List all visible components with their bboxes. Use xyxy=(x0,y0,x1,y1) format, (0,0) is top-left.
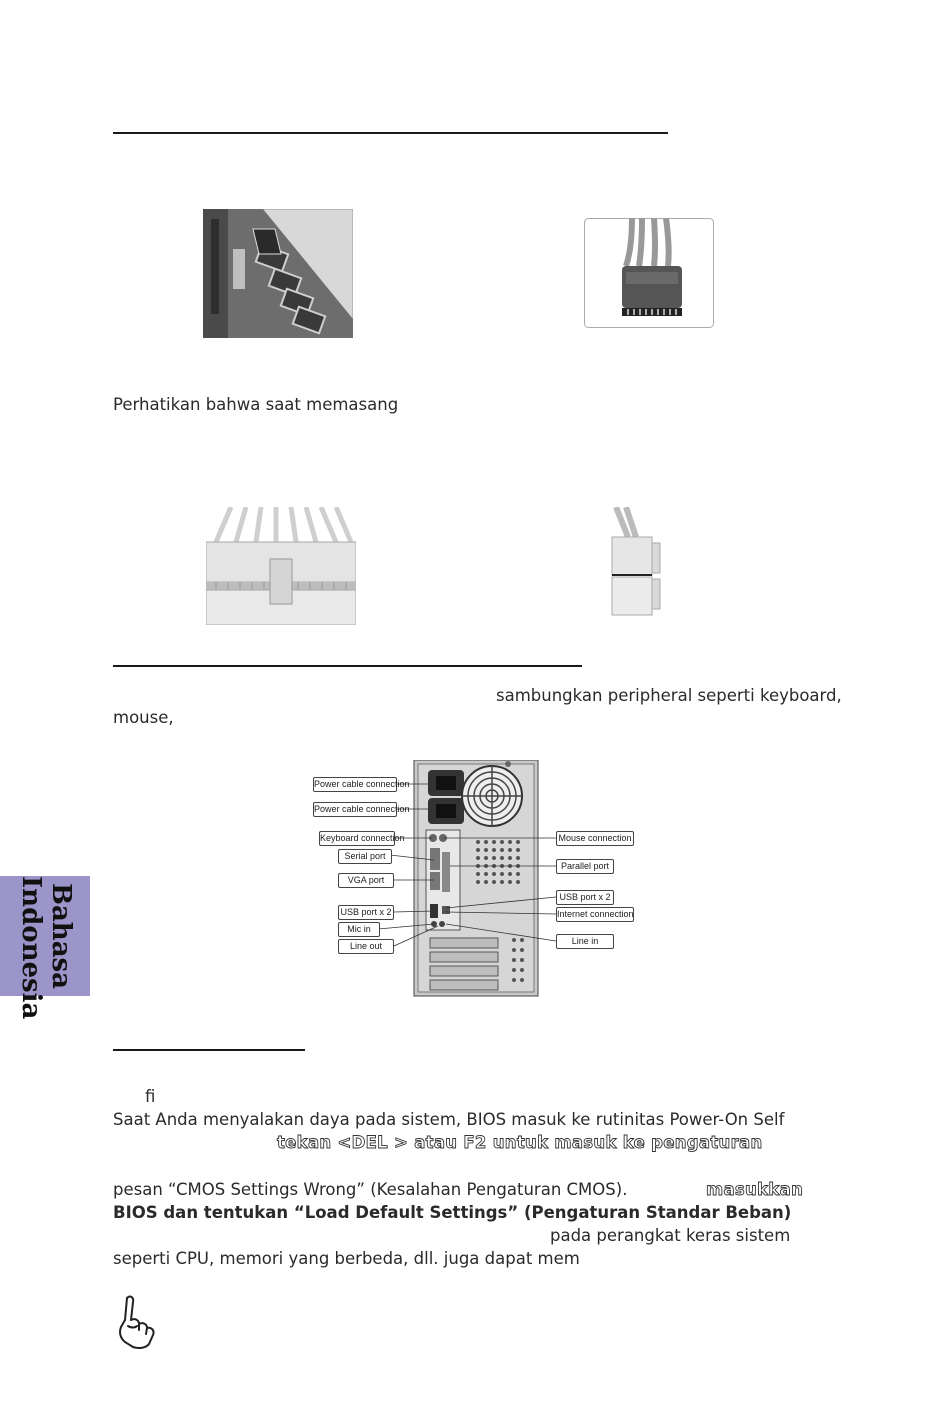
label-keyboard-connection: Keyboard connection xyxy=(319,831,395,846)
peripheral-text-line2: mouse, xyxy=(113,708,174,727)
atx-12v-connector-image xyxy=(606,507,662,617)
sata-motherboard-image xyxy=(203,209,353,338)
section-rule-sata xyxy=(113,132,668,134)
label-mouse-connection: Mouse connection xyxy=(556,831,634,846)
label-line-out: Line out xyxy=(338,939,394,954)
bios-text-line5: pada perangkat keras sistem xyxy=(550,1226,791,1245)
bios-text-line1: Saat Anda menyalakan daya pada sistem, BIOS masuk ke rutinitas Power-On Self xyxy=(113,1110,785,1129)
label-internet-connection: Internet connection xyxy=(556,907,634,922)
label-usb-port-left: USB port x 2 xyxy=(338,905,394,920)
label-power-cable-1: Power cable connection xyxy=(313,777,397,792)
sata-cable-image xyxy=(584,218,714,328)
pointing-hand-icon xyxy=(115,1294,159,1350)
bios-text-line3-bold: masukkan xyxy=(706,1180,804,1199)
bios-text-line2: tekan <DEL > atau F2 untuk masuk ke pengaturan xyxy=(277,1133,763,1152)
section-rule-peripheral xyxy=(113,665,582,667)
section-rule-bios xyxy=(113,1049,305,1051)
peripheral-text-line1: sambungkan peripheral seperti keyboard, xyxy=(496,686,842,705)
label-vga-port: VGA port xyxy=(338,873,394,888)
label-line-in: Line in xyxy=(556,934,614,949)
label-mic-in: Mic in xyxy=(338,922,380,937)
bios-text-line3: pesan “CMOS Settings Wrong” (Kesalahan Pengaturan CMOS). xyxy=(113,1180,628,1199)
sata-note-text: Perhatikan bahwa saat memasang xyxy=(113,395,399,414)
label-parallel-port: Parallel port xyxy=(556,859,614,874)
bios-text-line4: BIOS dan tentukan “Load Default Settings” (Pengaturan Standar Beban) xyxy=(113,1203,792,1222)
label-serial-port: Serial port xyxy=(338,849,392,864)
atx-power-connector-image xyxy=(206,507,356,625)
label-usb-port-right: USB port x 2 xyxy=(556,890,614,905)
language-side-tab xyxy=(0,876,90,1020)
bios-fi-glyph: fi xyxy=(145,1087,156,1106)
label-power-cable-2: Power cable connection xyxy=(313,802,397,817)
side-tab-line1: Bahasa xyxy=(46,882,76,990)
side-tab-line2: Indonesia xyxy=(16,876,46,1020)
bios-text-line6: seperti CPU, memori yang berbeda, dll. juga dapat mem xyxy=(113,1249,580,1268)
